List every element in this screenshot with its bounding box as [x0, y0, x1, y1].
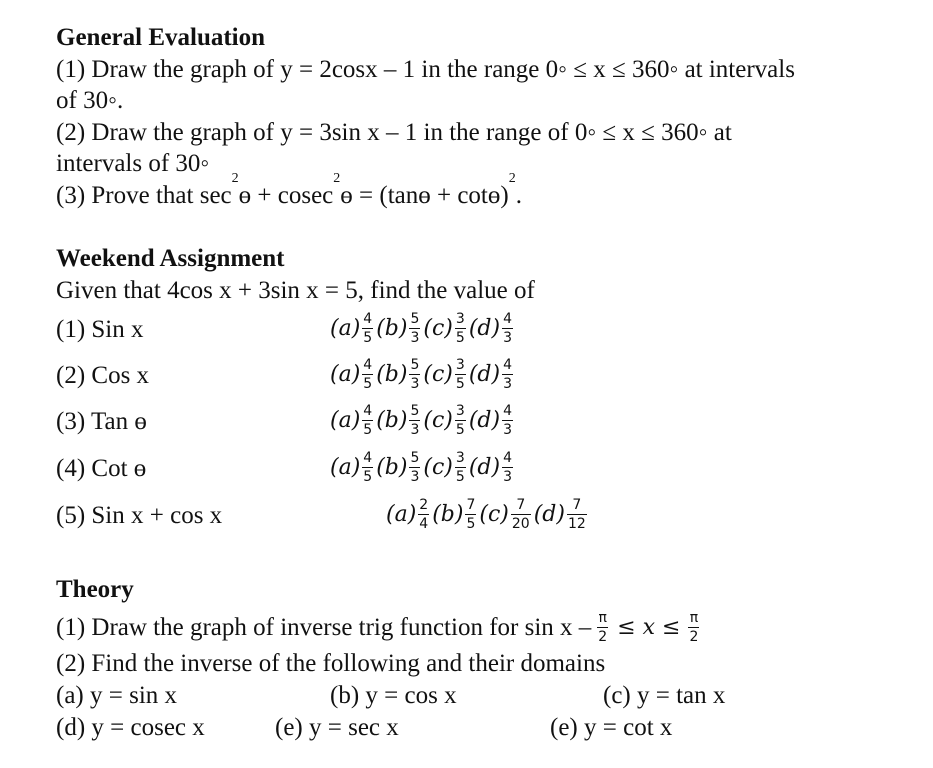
- weekend-question-options: [330, 404, 516, 437]
- fraction-numerator: 4: [503, 450, 512, 466]
- theory-heading: Theory: [56, 576, 134, 603]
- pi-over-2-fraction-2: [688, 611, 699, 644]
- option-fraction: [362, 404, 373, 437]
- fraction-bar: [511, 514, 531, 515]
- fraction-numerator: 5: [410, 450, 420, 466]
- fraction-denominator: 5: [455, 469, 465, 485]
- fraction-bar: [502, 467, 513, 468]
- theory-item-a: (a) y = sin x: [56, 682, 178, 709]
- fraction-denominator: 2: [598, 629, 608, 645]
- fraction-denominator: 5: [455, 330, 465, 346]
- fraction-bar: [362, 467, 373, 468]
- fraction-denominator: 3: [503, 376, 512, 392]
- theory-q1-inequality: ≤ x ≤: [617, 615, 681, 640]
- fraction-bar: [409, 374, 420, 375]
- fraction-bar: [502, 420, 513, 421]
- fraction-denominator: 20: [511, 516, 530, 532]
- fraction-bar: [409, 328, 420, 329]
- fraction-numerator: 5: [410, 311, 420, 327]
- fraction-numerator: 4: [503, 311, 512, 327]
- general-evaluation-heading: General Evaluation: [56, 24, 266, 51]
- weekend-question-label: (5) Sin x + cos x: [56, 502, 223, 529]
- option-fraction: [502, 451, 513, 484]
- option-fraction: [362, 358, 373, 391]
- q3-sup-2: 2: [333, 171, 341, 186]
- fraction-bar: [409, 467, 420, 468]
- fraction-bar: [409, 420, 420, 421]
- fraction-numerator: 3: [455, 403, 465, 419]
- fraction-numerator: 7: [572, 497, 582, 513]
- option-fraction: [511, 498, 531, 531]
- fraction-bar: [455, 374, 466, 375]
- fraction-numerator: π: [598, 610, 607, 626]
- weekend-question-label: (3) Tan ɵ: [56, 408, 147, 435]
- option-fraction: [362, 451, 373, 484]
- option-letter: (b): [376, 408, 408, 433]
- q3-part-b: ɵ + cosec: [238, 182, 334, 209]
- option-fraction: [455, 404, 466, 437]
- option-fraction: [418, 498, 429, 531]
- fraction-denominator: 3: [410, 376, 420, 392]
- fraction-denominator: 5: [363, 376, 373, 392]
- general-q2-line1: (2) Draw the graph of y = 3sin x – 1 in the range of 0◦ ≤ x ≤ 360◦ at: [56, 119, 732, 146]
- option-letter: (b): [376, 455, 408, 480]
- option-fraction: [455, 312, 466, 345]
- option-fraction: [409, 404, 420, 437]
- fraction-denominator: 5: [455, 422, 465, 438]
- weekend-question-label: (4) Cot ɵ: [56, 455, 147, 482]
- option-fraction: [465, 498, 476, 531]
- theory-item-c: (c) y = tan x: [603, 682, 726, 709]
- fraction-numerator: 3: [455, 450, 465, 466]
- fraction-numerator: 5: [410, 357, 420, 373]
- general-q3: [56, 171, 522, 210]
- option-letter: (b): [432, 502, 464, 527]
- option-fraction: [409, 312, 420, 345]
- option-letter: (d): [468, 408, 501, 433]
- theory-item-e-cot: (e) y = cot x: [550, 714, 673, 741]
- fraction-bar: [455, 420, 466, 421]
- pi-over-2-fraction-1: [597, 611, 608, 644]
- fraction-denominator: 5: [455, 376, 465, 392]
- fraction-numerator: 7: [516, 497, 526, 513]
- option-letter: (d): [468, 316, 501, 341]
- fraction-numerator: 4: [503, 357, 512, 373]
- option-letter: (a): [330, 408, 361, 433]
- fraction-bar: [597, 627, 608, 628]
- option-fraction: [409, 451, 420, 484]
- weekend-question-label: (1) Sin x: [56, 316, 144, 343]
- fraction-bar: [502, 374, 513, 375]
- fraction-bar: [362, 328, 373, 329]
- fraction-numerator: 2: [419, 497, 429, 513]
- fraction-denominator: 3: [410, 330, 420, 346]
- weekend-assignment-heading: Weekend Assignment: [56, 245, 285, 272]
- q3-part-c: ɵ = (tanɵ + cotɵ): [340, 182, 509, 209]
- weekend-question-label: (2) Cos x: [56, 362, 150, 389]
- option-letter: (a): [386, 502, 417, 527]
- option-letter: (a): [330, 362, 361, 387]
- q3-sup-3: 2: [508, 171, 516, 186]
- theory-item-b: (b) y = cos x: [330, 682, 457, 709]
- fraction-numerator: 7: [466, 497, 476, 513]
- option-fraction: [455, 451, 466, 484]
- general-q1-line1: (1) Draw the graph of y = 2cosx – 1 in the range 0◦ ≤ x ≤ 360◦ at intervals: [56, 56, 795, 83]
- option-letter: (c): [423, 316, 453, 341]
- fraction-denominator: 5: [363, 422, 373, 438]
- theory-q1-text: (1) Draw the graph of inverse trig function for sin x –: [56, 613, 592, 641]
- weekend-intro: Given that 4cos x + 3sin x = 5, find the value of: [56, 277, 535, 304]
- q3-part-a: (3) Prove that sec: [56, 182, 232, 209]
- fraction-denominator: 5: [466, 516, 476, 532]
- weekend-question-options: [330, 451, 516, 484]
- fraction-bar: [362, 420, 373, 421]
- fraction-numerator: 4: [363, 311, 373, 327]
- option-letter: (d): [468, 362, 501, 387]
- fraction-numerator: 5: [410, 403, 420, 419]
- option-fraction: [502, 358, 513, 391]
- weekend-question-options: [386, 498, 590, 531]
- theory-q2: (2) Find the inverse of the following and their domains: [56, 650, 606, 677]
- option-letter: (d): [468, 455, 501, 480]
- option-letter: (c): [423, 362, 453, 387]
- fraction-denominator: 2: [689, 629, 699, 645]
- option-letter: (a): [330, 455, 361, 480]
- theory-item-d: (d) y = cosec x: [56, 714, 205, 741]
- fraction-bar: [567, 514, 587, 515]
- option-letter: (c): [423, 455, 453, 480]
- general-q1-line2: of 30◦.: [56, 87, 124, 114]
- option-fraction: [455, 358, 466, 391]
- option-letter: (d): [533, 502, 565, 527]
- fraction-numerator: 4: [503, 403, 512, 419]
- option-fraction: [409, 358, 420, 391]
- theory-q1: [56, 611, 702, 644]
- option-letter: (b): [376, 362, 408, 387]
- fraction-numerator: 3: [455, 357, 465, 373]
- fraction-denominator: 3: [410, 422, 420, 438]
- fraction-numerator: 4: [363, 450, 373, 466]
- weekend-question-options: [330, 358, 516, 391]
- fraction-numerator: π: [689, 610, 699, 626]
- fraction-denominator: 5: [363, 469, 373, 485]
- fraction-bar: [455, 328, 466, 329]
- option-letter: (a): [330, 316, 361, 341]
- fraction-denominator: 3: [410, 469, 420, 485]
- q3-part-d: .: [515, 182, 522, 209]
- fraction-denominator: 3: [503, 422, 512, 438]
- fraction-bar: [455, 467, 466, 468]
- fraction-numerator: 3: [455, 311, 465, 327]
- fraction-denominator: 12: [567, 516, 586, 532]
- fraction-bar: [502, 328, 513, 329]
- fraction-denominator: 3: [503, 469, 512, 485]
- fraction-numerator: 4: [363, 357, 373, 373]
- theory-item-e-sec: (e) y = sec x: [275, 714, 399, 741]
- option-fraction: [362, 312, 373, 345]
- fraction-bar: [418, 514, 429, 515]
- general-q2-line2: intervals of 30◦: [56, 150, 210, 177]
- option-letter: (c): [423, 408, 453, 433]
- weekend-question-options: [330, 312, 516, 345]
- fraction-bar: [465, 514, 476, 515]
- fraction-bar: [362, 374, 373, 375]
- option-fraction: [502, 312, 513, 345]
- option-fraction: [567, 498, 587, 531]
- fraction-denominator: 5: [363, 330, 373, 346]
- option-fraction: [502, 404, 513, 437]
- fraction-numerator: 4: [363, 403, 373, 419]
- fraction-denominator: 4: [419, 516, 429, 532]
- option-letter: (b): [376, 316, 408, 341]
- q3-sup-1: 2: [231, 171, 239, 186]
- option-letter: (c): [479, 502, 509, 527]
- fraction-denominator: 3: [503, 330, 512, 346]
- fraction-bar: [688, 627, 699, 628]
